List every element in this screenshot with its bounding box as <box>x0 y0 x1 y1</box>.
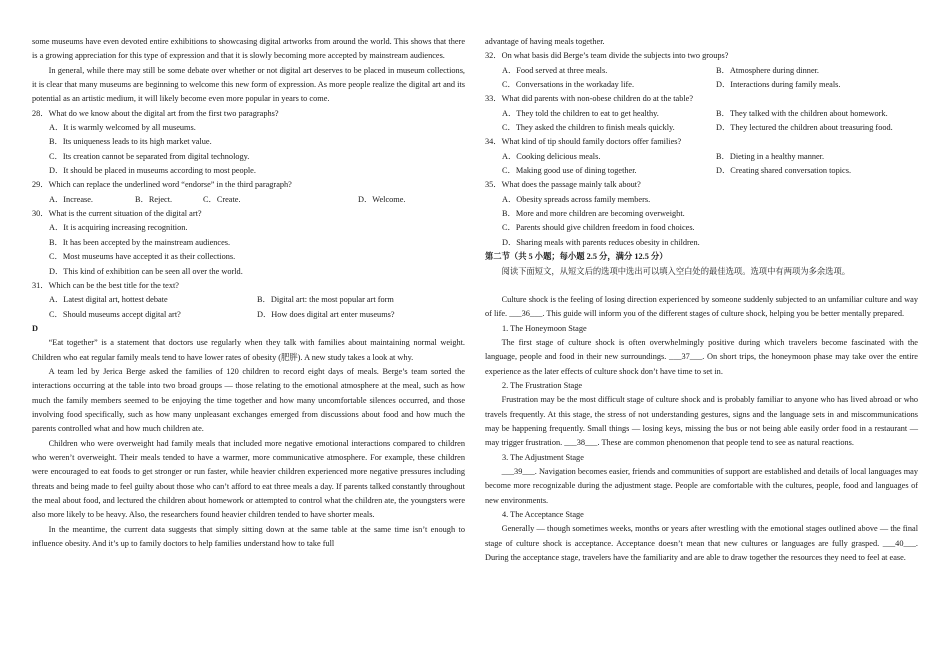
question-stem: 35．What does the passage mainly talk about? <box>485 180 641 190</box>
left-column <box>32 35 465 551</box>
option-a: A．Increase. <box>49 194 93 204</box>
option-a: A．They told the children to eat to get healthy. <box>502 108 659 118</box>
option-d: D．How does digital art enter museums? <box>257 309 395 319</box>
part-two-instructions: 阅读下面短文，从短文后的选项中选出可以填入空白处的最佳选项。选项中有两项为多余选项。 <box>501 266 851 276</box>
cloze-paragraph-4: ___39___. Navigation becomes easier, friends and communities of support are established and details of local languages may become more recognizable during the adjustment stage. People are comfortable with the cultures, people, food and languages of new environments. <box>485 466 918 505</box>
option-a: A．Food served at three meals. <box>502 65 608 75</box>
option-c: C．Should museums accept digital art? <box>49 309 181 319</box>
question-35 <box>485 178 918 250</box>
option-b: B．Dieting in a healthy manner. <box>716 151 825 161</box>
stage-heading-1: 1. The Honeymoon Stage <box>502 323 587 333</box>
stage-heading-2: 2. The Frustration Stage <box>502 380 583 390</box>
option-b: B．It has been accepted by the mainstream audiences. <box>49 237 231 247</box>
spacer <box>485 279 918 293</box>
passage-d-paragraph-3: Children who were overweight had family meals that included more negative emotional interactions compared to children who weren’t overweight. Their meals tended to have a warmer, more communicative atmosphere. For example, these children were encouraged to eat foods to get stronger or run faster, while heavier children experienced more negative pressures including threats and being made to feel guilty about those who can’t afford to eat three meals a day. If parents talked constantly throughout the meal about food, and lectured the children about homework or attempted to control what the children ate, the youngsters were also more likely to be heavy. Also, the researchers found heavier children tended to have shorter meals. <box>32 438 465 520</box>
option-c: C．Making good use of dining together. <box>502 166 637 176</box>
option-a: A．Obesity spreads across family members. <box>502 194 651 204</box>
passage-c-paragraph-1: some museums have even devoted entire exhibitions to showcasing digital artworks from around the world. This shows that there is a growing appreciation for this type of expression and that it is slowly becoming more accepted by mainstream audiences. <box>32 37 465 61</box>
option-b: B．More and more children are becoming overweight. <box>502 209 685 219</box>
section-d-heading: D <box>32 323 38 333</box>
question-28 <box>32 107 465 179</box>
cloze-paragraph-2: The first stage of culture shock is often overwhelmingly positive during which travelers become fascinated with the language, people and food in their new surroundings. ___37___. On short trips, the honeymoon phase may take over the entire experience as the later effects of culture shock don’t have time to set in. <box>485 337 918 376</box>
option-d: D．They lectured the children about treasuring food. <box>716 123 893 133</box>
passage-d-paragraph-2: A team led by Jerica Berge asked the families of 120 children to record eight days of meals. Berge’s team sorted the interactions occurring at the table into two broad groups — those relating to the emotional atmosphere at the meal, such as how much the family members seemed to be enjoying the time together and how many uncomfortable silences occurred, and those involving food specifically, such as how many unpleasant exchanges emerged from discussions about food and how much the parents controlled what and how much children ate. <box>32 366 465 434</box>
option-c: C．Most museums have accepted it as their collections. <box>49 252 236 262</box>
question-stem: 31．Which can be the best title for the text? <box>32 280 179 290</box>
question-29 <box>32 178 465 207</box>
option-d: D．Interactions during family meals. <box>716 80 841 90</box>
part-two-title: 第二节（共 5 小题；每小题 2.5 分，满分 12.5 分） <box>485 252 668 262</box>
option-b: B．Reject. <box>135 194 173 204</box>
cloze-paragraph-5: Generally — though sometimes weeks, months or years after wrestling with the emotional stages outlined above — the final stage of culture shock is acceptance. Acceptance doesn’t mean that new cultures or languages are fully grasped. ___40___. During the acceptance stage, travelers have the familiarity and are able to draw together the resources they need to feel at ease. <box>485 524 918 563</box>
option-d: D．It should be placed in museums according to most people. <box>49 166 256 176</box>
option-d: D．Creating shared conversation topics. <box>716 166 852 176</box>
question-34 <box>485 135 918 178</box>
passage-d-paragraph-1: “Eat together” is a statement that doctors use regularly when they talk with families about maintaining normal weight. Children who eat regular family meals tend to have lower rates of obesity (肥胖). A new study takes a look at why. <box>32 338 465 362</box>
option-d: D．Welcome. <box>358 194 406 204</box>
passage-d-continuation: advantage of having meals together. <box>485 37 605 46</box>
option-a: A．Cooking delicious meals. <box>502 151 601 161</box>
question-30 <box>32 207 465 279</box>
option-a: A．It is acquiring increasing recognition. <box>49 223 188 233</box>
cloze-paragraph-3: Frustration may be the most difficult stage of culture shock and is probably familiar to anyone who has lived abroad or who travels frequently. At this stage, the stress of not understanding gestures, signs and the language sets in and miscommunications may be happening frequently. Small things — losing keys, missing the bus or not being able easily order food in a restaurant — may trigger frustration. ___38___. These are common phenomenon that people tend to see as natural reactions. <box>485 395 918 448</box>
option-c: C．Parents should give children freedom in food choices. <box>502 223 695 233</box>
question-33 <box>485 92 918 135</box>
option-c: C．Its creation cannot be separated from digital technology. <box>49 151 250 161</box>
question-31 <box>32 279 465 322</box>
passage-c-paragraph-2: In general, while there may still be some debate over whether or not digital art deserves to be placed in museum collections, it is clear that many museums are beginning to welcome this new form of expression. As more people realize the digital art and its potential as an artistic medium, it will likely become even more popular in years to come. <box>32 65 465 104</box>
passage-d-paragraph-4: In the meantime, the current data suggests that simply sitting down at the same table at the same time isn’t enough to influence obesity. And it’s up to family doctors to help families understand how to take full <box>32 524 465 549</box>
option-b: B．Digital art: the most popular art form <box>257 295 394 305</box>
question-stem: 28．What do we know about the digital art from the first two paragraphs? <box>32 108 279 118</box>
question-32 <box>485 49 918 92</box>
question-stem: 32．On what basis did Berge’s team divide the subjects into two groups? <box>485 51 729 61</box>
option-d: D．This kind of exhibition can be seen all over the world. <box>49 266 243 276</box>
question-stem: 33．What did parents with non-obese children do at the table? <box>485 94 694 104</box>
option-d: D．Sharing meals with parents reduces obesity in children. <box>502 237 700 247</box>
option-b: B．Its uniqueness leads to its high market value. <box>49 137 212 147</box>
question-stem: 34．What kind of tip should family doctors offer families? <box>485 137 682 147</box>
option-b: B．Atmosphere during dinner. <box>716 65 820 75</box>
question-stem: 30．What is the current situation of the digital art? <box>32 209 202 219</box>
right-column <box>485 35 918 565</box>
stage-heading-4: 4. The Acceptance Stage <box>502 510 584 519</box>
option-a: A．Latest digital art, hottest debate <box>49 295 168 305</box>
stage-heading-3: 3. The Adjustment Stage <box>502 452 584 462</box>
option-c: C．They asked the children to finish meals quickly. <box>502 123 675 133</box>
option-c: C．Create. <box>203 194 241 204</box>
cloze-paragraph-1: Culture shock is the feeling of losing direction experienced by someone suddenly subjected to an unfamiliar culture and way of life. ___36___. This guide will inform you of the different stages of culture shock, helping you be better mentally prepared. <box>485 294 918 319</box>
option-a: A．It is warmly welcomed by all museums. <box>49 123 196 133</box>
option-c: C．Conversations in the workaday life. <box>502 80 635 90</box>
option-b: B．They talked with the children about homework. <box>716 108 888 118</box>
question-stem: 29．Which can replace the underlined word “endorse” in the third paragraph? <box>32 180 292 190</box>
